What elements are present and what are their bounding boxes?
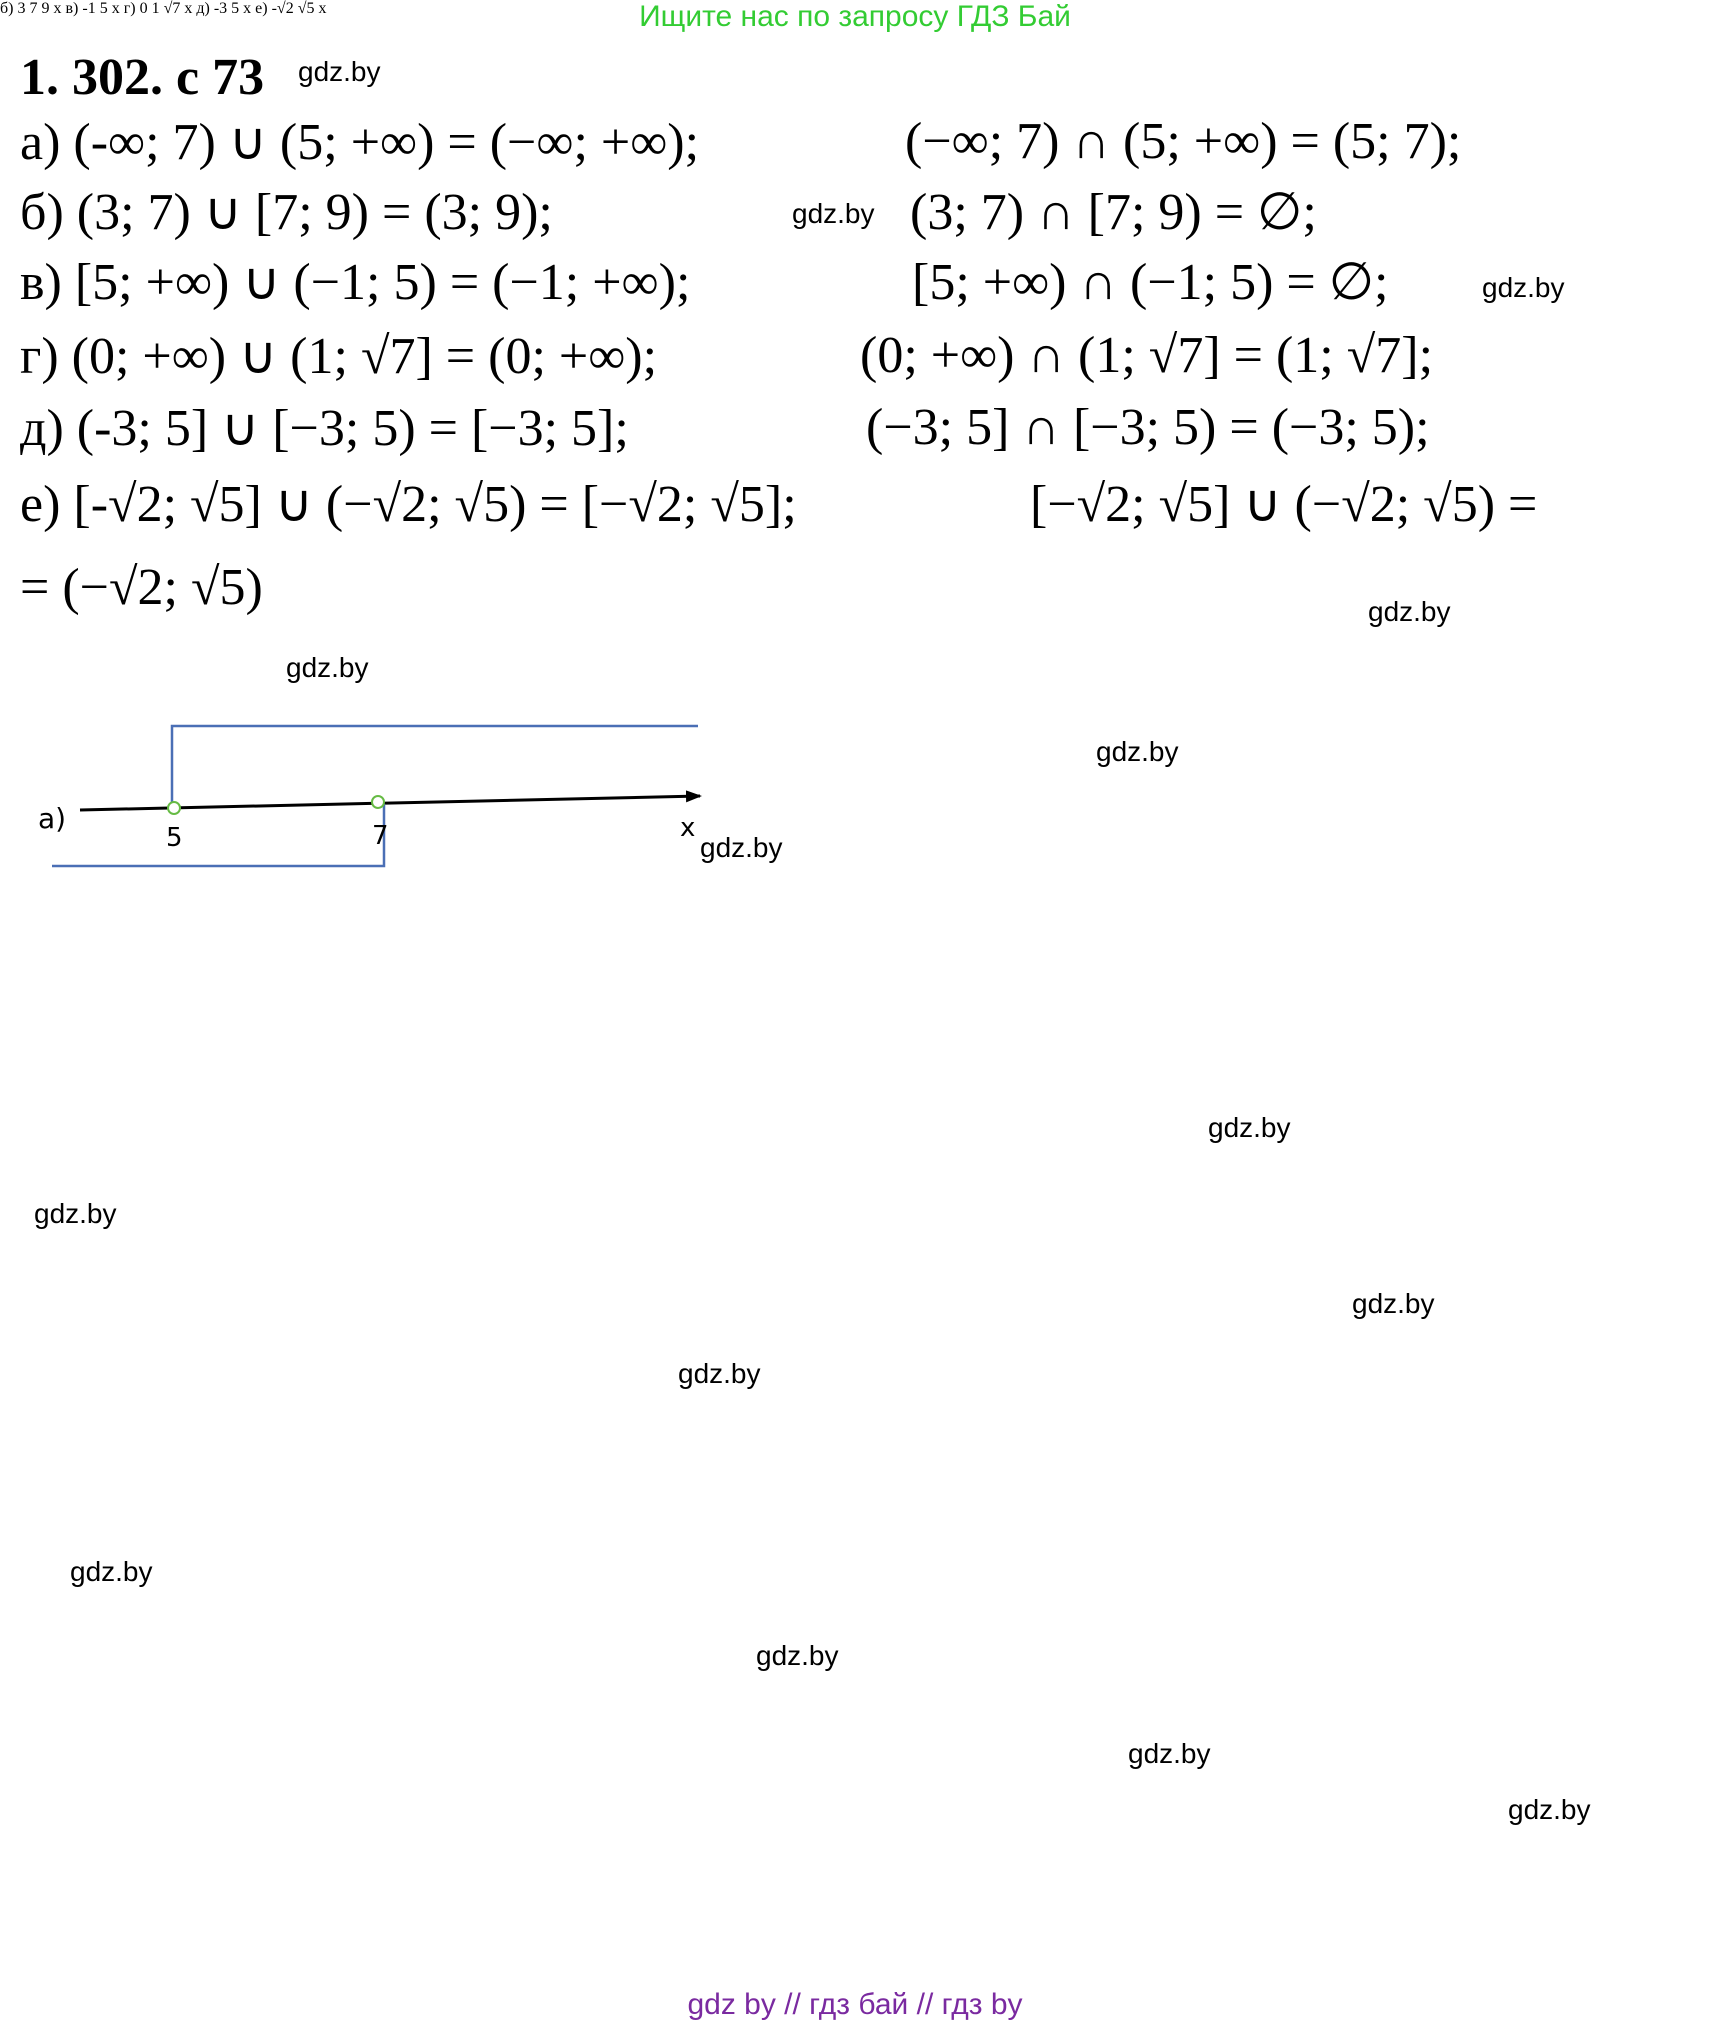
diagram-a (38, 726, 700, 866)
watermark: gdz.by (70, 1556, 153, 1587)
watermark: gdz.by (1208, 1112, 1291, 1143)
exercise-title: 1. 302. с 73 (20, 49, 265, 106)
diagram-label: е) (255, 0, 268, 17)
footer: gdz by // гдз бай // гдз by (687, 1988, 1023, 2021)
axis-label: x (318, 0, 327, 17)
diagram-label: г) (123, 0, 136, 17)
tick-label: 5 (166, 823, 183, 853)
solution-line-a-intersection: (−∞; 7) ∩ (5; +∞) = (5; 7); (905, 113, 1462, 170)
watermark: gdz.by (1128, 1738, 1211, 1769)
watermark: gdz.by (1508, 1794, 1591, 1825)
solution-line-v-union: в) [5; +∞) ∪ (−1; 5) = (−1; +∞); (20, 254, 691, 311)
open-point (168, 802, 180, 814)
tick-label: 7 (372, 821, 389, 851)
tick-label: 5 (99, 0, 108, 17)
axis-label: x (680, 813, 696, 843)
solution-line-b-union: б) (3; 7) ∪ [7; 9) = (3; 9); (20, 184, 553, 241)
watermark: gdz.by (792, 198, 875, 229)
tick-label: 9 (41, 0, 50, 17)
bracket-upper (172, 726, 698, 808)
tick-label: 5 (231, 0, 240, 17)
solution-line-e-result: = (−√2; √5) (20, 559, 263, 616)
tick-label: √7 (163, 0, 181, 17)
axis-label: x (111, 0, 120, 17)
tick-label: -3 (213, 0, 228, 17)
solution-line-g-intersection: (0; +∞) ∩ (1; √7] = (1; √7]; (860, 327, 1434, 384)
solution-line-a-union: а) (-∞; 7) ∪ (5; +∞) = (−∞; +∞); (20, 114, 700, 171)
diagram-label: д) (196, 0, 210, 17)
solution-line-v-intersection: [5; +∞) ∩ (−1; 5) = ∅; (912, 254, 1389, 311)
watermark: gdz.by (700, 832, 783, 863)
tick-label: √5 (297, 0, 315, 17)
axis-label: x (243, 0, 252, 17)
tick-label: 3 (17, 0, 26, 17)
watermark: gdz.by (678, 1358, 761, 1389)
tick-label: 0 (139, 0, 148, 17)
bracket-lower (52, 804, 384, 866)
open-point (372, 796, 384, 808)
solution-line-e-intersection: [−√2; √5] ∪ (−√2; √5) = (1030, 476, 1538, 533)
solution-line-b-intersection: (3; 7) ∩ [7; 9) = ∅; (910, 184, 1317, 241)
tick-label: 7 (29, 0, 38, 17)
tick-label: -1 (82, 0, 96, 17)
solution-line-d-intersection: (−3; 5] ∩ [−3; 5) = (−3; 5); (866, 399, 1430, 456)
top-banner: Ищите нас по запросу ГДЗ Бай (639, 0, 1071, 33)
watermark: gdz.by (1096, 736, 1179, 767)
diagram-label: а) (38, 802, 67, 835)
axis-label: x (184, 0, 193, 17)
solution-line-e-union: е) [-√2; √5] ∪ (−√2; √5) = [−√2; √5]; (20, 476, 797, 533)
watermark: gdz.by (1352, 1288, 1435, 1319)
tick-label: 1 (151, 0, 160, 17)
watermark: gdz.by (34, 1198, 117, 1229)
tick-label: -√2 (271, 0, 294, 17)
diagram-label: в) (65, 0, 79, 17)
diagram-label: б) (0, 0, 14, 17)
watermark: gdz.by (1368, 596, 1451, 627)
watermark: gdz.by (756, 1640, 839, 1671)
watermark: gdz.by (286, 652, 369, 683)
solution-line-d-union: д) (-3; 5] ∪ [−3; 5) = [−3; 5]; (20, 400, 629, 457)
axis-label: x (53, 0, 62, 17)
watermark: gdz.by (298, 56, 381, 87)
solution-line-g-union: г) (0; +∞) ∪ (1; √7] = (0; +∞); (20, 328, 658, 385)
watermark: gdz.by (1482, 272, 1565, 303)
